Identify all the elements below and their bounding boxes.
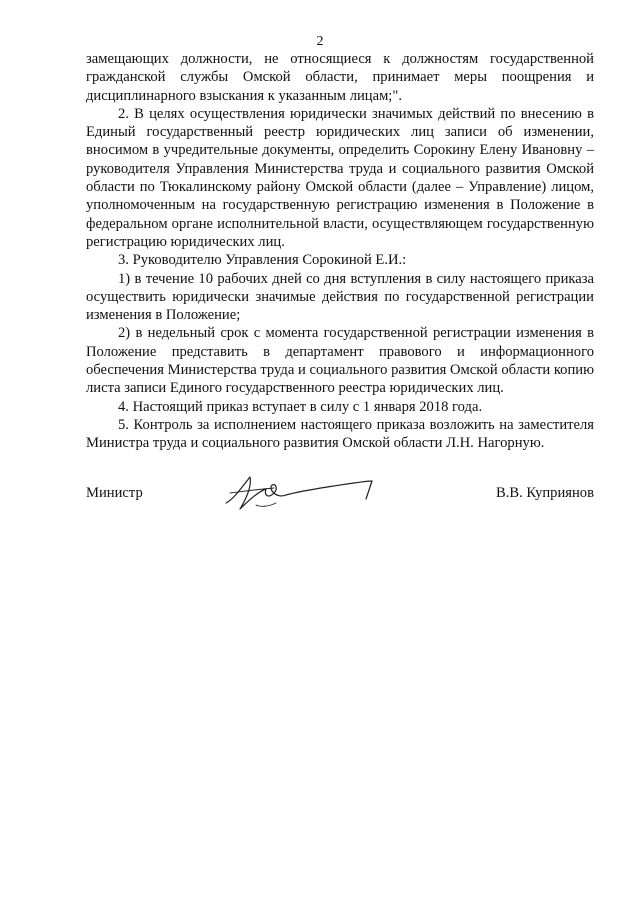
paragraph-item-3: 3. Руководителю Управления Сорокиной Е.И.: [118, 252, 407, 269]
signature-block [86, 481, 594, 521]
paragraph-item-2: 2. В целях осуществления юридически значимых действий по внесению в Единый государственный реестр юридических лиц записи об изменении, вносимом в учредительные документы, определить Сорокину Елену Ивановну – руководителя Управления Министерства труда и социального развития Омской области по Тюкалинскому району Омской области (далее – Управление) лицом, уполномоченным на государственную регистрацию изменения в Положение в федеральном органе исполнительной власти, осуществляющем государственную регистрацию юридических лиц. [86, 105, 594, 250]
paragraph-subitem-1: 1) в течение 10 рабочих дней со дня вступления в силу настоящего приказа осуществить юридически значимые действия по государственной регистрации изменения в Положение; [86, 270, 594, 324]
paragraph-continuation: замещающих должности, не относящиеся к должностям государственной гражданской службы Омской области, принимает меры поощрения и дисциплинарного взыскания к указанным лицам;". [86, 51, 594, 104]
paragraph-subitem-2: 2) в недельный срок с момента государственной регистрации изменения в Положение представить в департамент правового и информационного обеспечения Министерства труда и социального развития Омской области копию листа записи Единого государственного реестра юридических лиц. [86, 325, 594, 397]
signatory-title: Министр [86, 485, 143, 501]
page-number: 2 [316, 34, 324, 49]
handwritten-signature [216, 469, 386, 515]
document-body [86, 50, 594, 453]
paragraph-item-5: 5. Контроль за исполнением настоящего приказа возложить на заместителя Министра труда и социального развития Омской области Л.Н. Нагорную. [86, 416, 594, 452]
paragraph-item-4: 4. Настоящий приказ вступает в силу с 1 января 2018 года. [118, 398, 483, 415]
signatory-name: В.В. Куприянов [496, 485, 594, 501]
